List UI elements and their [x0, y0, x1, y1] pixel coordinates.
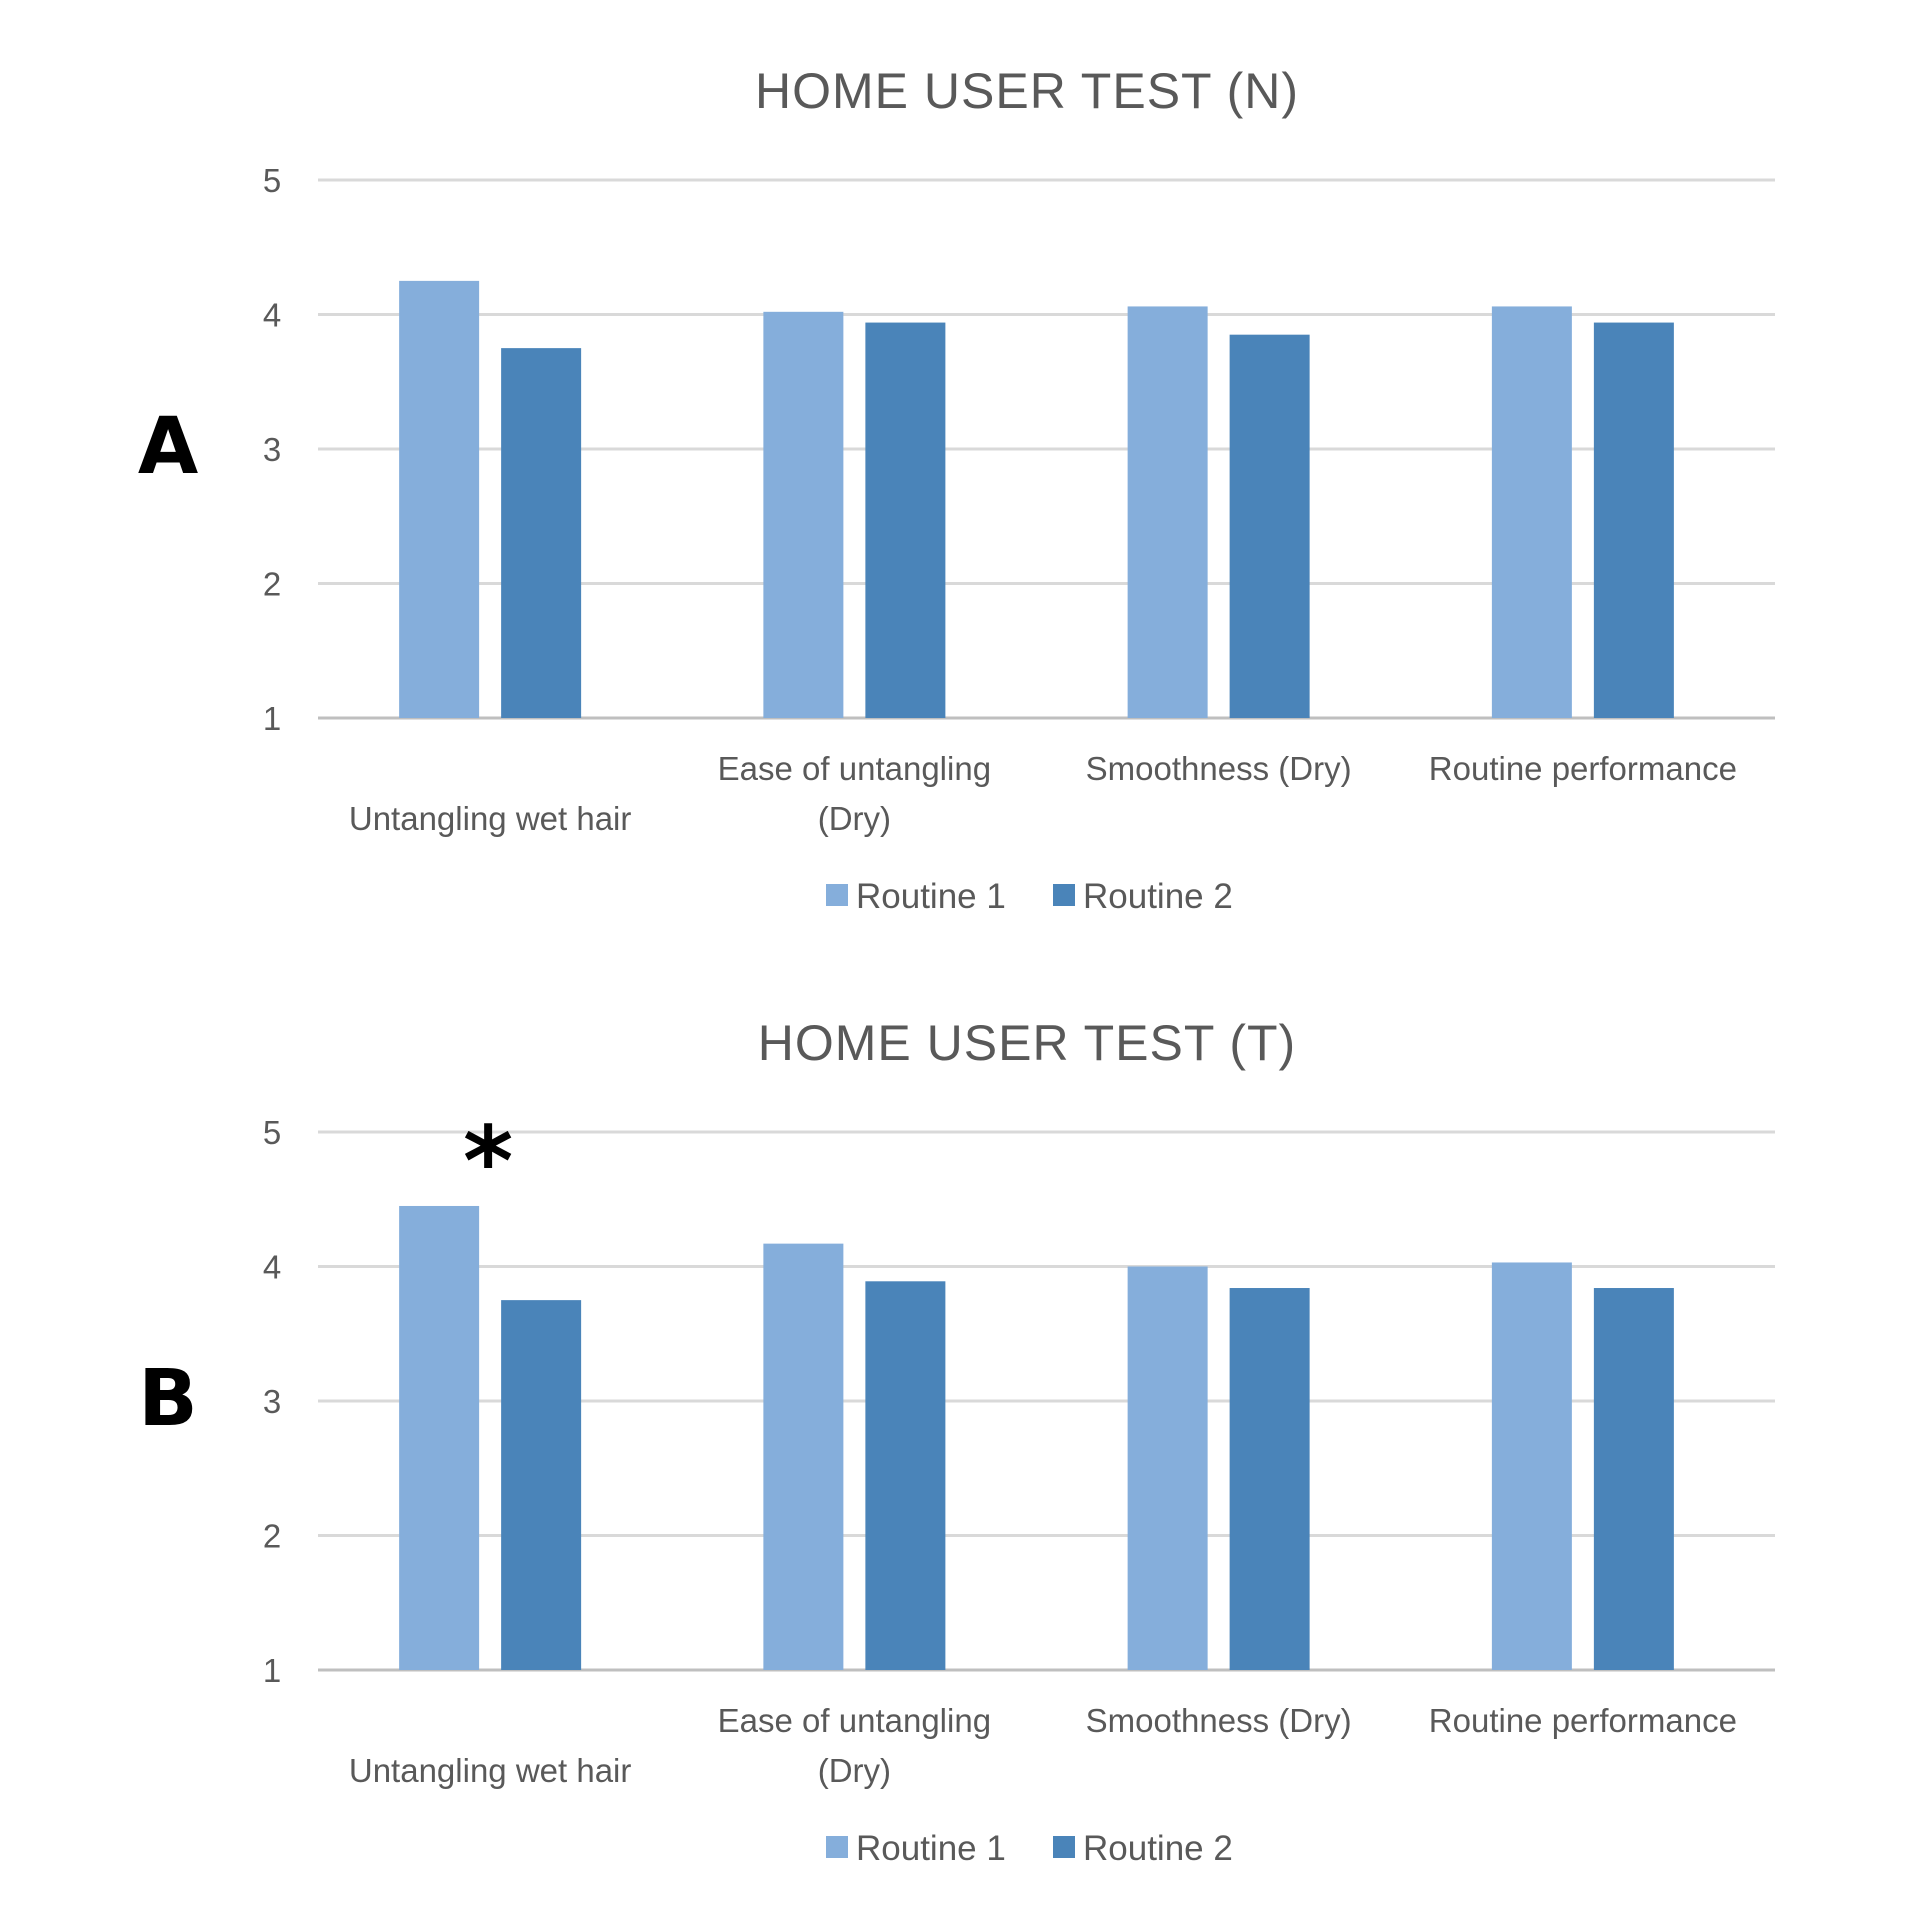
legend-label: Routine 2	[1083, 1829, 1233, 1868]
x-category-label: Smoothness (Dry)	[1085, 750, 1352, 787]
bar-routine-2	[1230, 1288, 1310, 1670]
legend-swatch	[826, 1836, 848, 1858]
y-tick-label: 5	[262, 1114, 282, 1151]
significance-asterisk: *	[463, 1106, 514, 1218]
y-tick-label: 4	[262, 1248, 282, 1286]
legend-label: Routine 1	[856, 877, 1006, 916]
bar-routine-2	[501, 348, 581, 718]
panel-b	[138, 1015, 1775, 1868]
legend-swatch	[1053, 1836, 1075, 1858]
bar-routine-1	[1492, 1262, 1572, 1670]
bar-routine-1	[763, 312, 843, 718]
bar-routine-2	[1594, 1288, 1674, 1670]
panel-letter: B	[138, 1354, 198, 1444]
y-tick-label: 3	[262, 431, 282, 468]
x-category-label: Smoothness (Dry)	[1085, 1702, 1352, 1739]
legend-swatch	[1053, 884, 1075, 906]
y-tick-label: 2	[262, 1517, 282, 1555]
chart-title: HOME USER TEST (N)	[755, 63, 1299, 119]
y-tick-label: 4	[262, 296, 282, 334]
y-tick-label: 2	[262, 565, 282, 603]
x-category-label: Routine performance	[1428, 750, 1737, 787]
y-tick-label: 3	[262, 1383, 282, 1420]
bar-routine-2	[1594, 323, 1674, 718]
bar-routine-2	[1230, 335, 1310, 718]
legend-label: Routine 2	[1083, 877, 1233, 916]
y-tick-label: 5	[262, 162, 282, 199]
bar-routine-2	[501, 1300, 581, 1670]
legend-swatch	[826, 884, 848, 906]
x-category-label: Routine performance	[1428, 1702, 1737, 1739]
y-tick-label: 1	[262, 1652, 282, 1689]
legend-label: Routine 1	[856, 1829, 1006, 1868]
bar-routine-1	[763, 1244, 843, 1670]
bar-routine-2	[865, 1281, 945, 1670]
chart-title: HOME USER TEST (T)	[757, 1015, 1297, 1071]
bar-routine-1	[1128, 1267, 1208, 1671]
bar-routine-1	[1128, 306, 1208, 718]
x-category-label: Ease of untangling	[717, 750, 992, 787]
bar-routine-2	[865, 323, 945, 718]
panel-letter: A	[137, 402, 199, 492]
panel-a	[138, 63, 1775, 916]
bar-routine-1	[399, 281, 479, 718]
x-category-label: Ease of untangling	[717, 1702, 992, 1739]
y-tick-label: 1	[262, 700, 282, 737]
x-category-label: Untangling wet hair	[348, 1752, 632, 1789]
bar-routine-1	[399, 1206, 479, 1670]
x-category-label: Untangling wet hair	[348, 800, 632, 837]
bar-routine-1	[1492, 306, 1572, 718]
x-category-label: (Dry)	[817, 800, 892, 837]
x-category-label: (Dry)	[817, 1752, 892, 1789]
